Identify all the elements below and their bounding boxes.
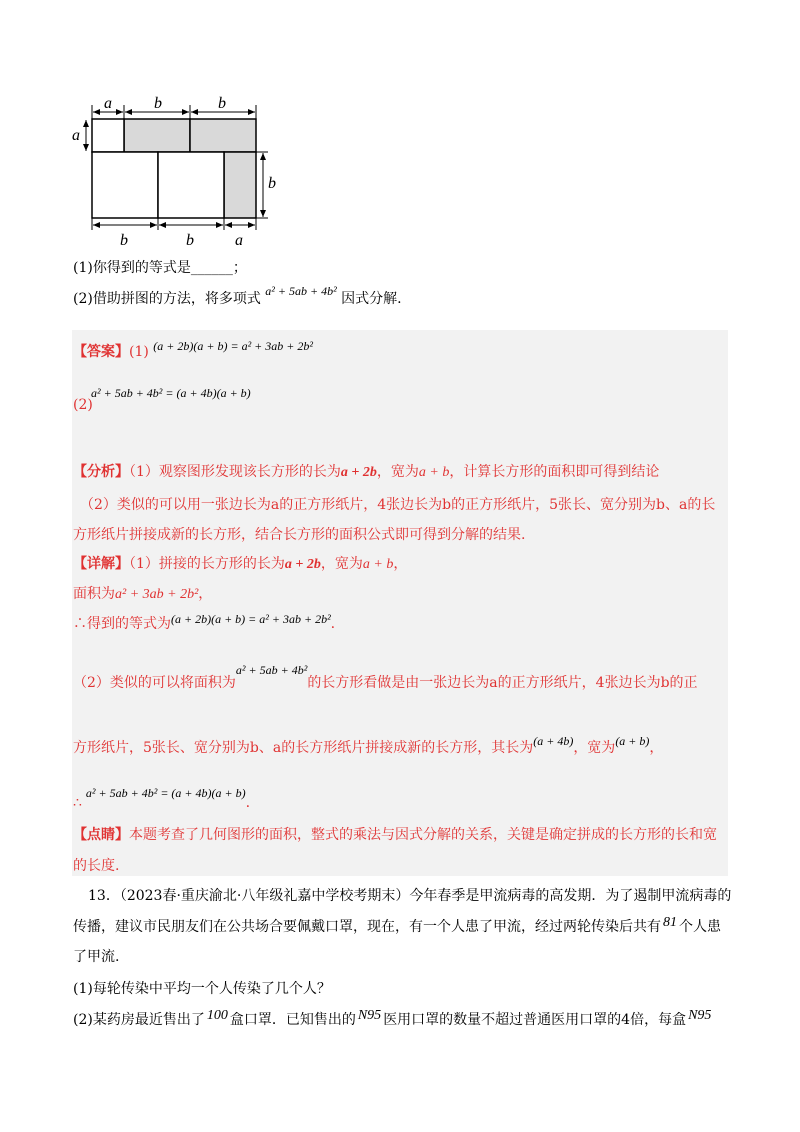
q13-line-5-a: (2)某药房最近售出了 [73,1012,205,1028]
comment-tag: 【点睛】 [73,827,129,843]
q13-line-2-b: 个人患 [679,919,721,935]
analysis-line-1-c: ，计算长方形的面积即可得到结论 [449,464,660,480]
detail-tag: 【详解】 [73,556,129,572]
q13-box-count: 100 [206,1008,228,1023]
right-label-b: b [268,175,276,192]
detail-line-5-b: ，宽为 [573,740,616,756]
question-part-2-prefix: (2)借助拼图的方法，将多项式 [73,291,261,307]
q13-n95-b: N95 [688,1008,712,1023]
detail-line-4 [73,663,698,692]
analysis-line-1-m1: a + 2b [340,465,377,480]
detail-line-2 [73,583,212,603]
q13-line-5 [73,1009,713,1029]
shaded-rect-top-2 [190,119,256,152]
detail-line-6 [73,785,251,811]
analysis-line-1-b: ，宽为 [376,464,419,480]
top-label-b1: b [154,95,162,112]
detail-line-4-b: 的长方形看做是由一张边长为a的正方形纸片，4张边长为b的正 [307,675,698,691]
top-label-a: a [104,95,112,112]
bottom-label-b1: b [120,232,128,249]
detail-line-6-m: a² + 5ab + 4b² = (a + 4b)(a + b) [85,786,246,800]
answer-line-1 [73,341,313,361]
square-a [92,119,124,152]
analysis-line-2: （2）类似的可以用一张边长为a的正方形纸片，4张边长为b的正方形纸片，5张长、宽分别为b、a的长 [80,497,716,513]
q13-n95-a: N95 [357,1008,382,1023]
question-part-2-suffix: 因式分解. [341,291,402,307]
detail-line-2-b: ， [198,586,213,602]
detail-line-1-a: （1）拼接的长方形的长为 [129,556,285,572]
q13-infected-count: 81 [663,915,677,930]
comment-line-2: 的长度. [73,858,120,874]
detail-line-3-b: . [330,616,336,632]
analysis-line-3: 方形纸片拼接成新的长方形，结合长方形的面积公式即可得到分解的结果. [73,527,526,543]
detail-line-4-a: （2）类似的可以将面积为 [73,675,236,691]
detail-line-2-a: 面积为 [73,586,115,602]
detail-line-2-m: a² + 3ab + 2b² [115,587,199,602]
comment-line-1-text: 本题考查了几何图形的面积，整式的乘法与因式分解的关系，关键是确定拼成的长方形的长和宽 [129,827,717,843]
detail-line-6-a: ∴ [73,795,82,811]
detail-line-1 [73,553,407,573]
question-part-2-expr: a² + 5ab + 4b² [265,284,337,298]
shaded-rect-top-1 [124,119,190,152]
answer-tag: 【答案】 [73,344,129,360]
detail-line-4-m: a² + 5ab + 4b² [235,663,308,677]
detail-line-1-c: ， [393,556,408,572]
analysis-line-1-a: （1）观察图形发现该长方形的长为 [129,464,341,480]
detail-line-5-m2: (a + b) [615,734,650,748]
question-part-1-text: (1)你得到的等式是______； [73,260,247,276]
q13-line-5-c: 医用口罩的数量不超过普通医用口罩的4倍，每盒 [383,1012,687,1028]
detail-line-5-c: ， [649,740,664,756]
square-b-1 [92,152,158,218]
top-label-b2: b [218,95,226,112]
detail-line-6-b: . [245,795,251,811]
q13-line-5-b: 盒口罩．已知售出的 [229,1012,356,1028]
detail-line-5 [73,734,664,757]
detail-line-3 [73,613,335,633]
detail-line-1-m2: a + b [362,557,394,572]
q13-line-4: (1)每轮传染中平均一个人传染了几个人？ [73,981,331,997]
q13-line-3: 了甲流. [73,949,120,965]
bottom-label-a: a [235,232,243,249]
q13-line-2-a: 传播，建议市民朋友们在公共场合要佩戴口罩，现在，有一个人患了甲流，经过两轮传染后共有 [73,919,661,935]
answer-1-expr: (a + 2b)(a + b) = a² + 3ab + 2b² [153,339,313,353]
answer-line-2 [73,385,251,401]
square-b-2 [158,152,224,218]
bottom-label-b2: b [186,232,194,249]
answer-2-expr: a² + 5ab + 4b² = (a + 4b)(a + b) [91,386,251,400]
left-label-a: a [72,127,80,144]
rectangle-tiling-figure [60,95,290,250]
q13-line-2 [73,916,721,936]
detail-line-5-a: 方形纸片，5张长、宽分别为b、a的长方形纸片拼接成新的长方形，其长为 [73,740,534,756]
detail-line-3-a: ∴得到的等式为 [73,616,171,632]
answer-1-number: (1) [129,344,149,360]
analysis-tag: 【分析】 [73,464,129,480]
detail-line-5-m1: (a + 4b) [533,734,574,748]
detail-line-1-b: ，宽为 [320,556,363,572]
detail-line-3-m: (a + 2b)(a + b) = a² + 3ab + 2b² [171,612,331,626]
shaded-rect-right [224,152,256,218]
answer-2-number: (2) [73,397,93,413]
detail-line-1-m1: a + 2b [284,557,321,572]
analysis-line-1 [73,461,659,481]
q13-line-1: 13．（2023春·重庆渝北·八年级礼嘉中学校考期末）今年春季是甲流病毒的高发期．为了遏制甲流病毒的 [88,888,732,904]
comment-line-1 [73,824,717,844]
question-part-1 [73,257,247,277]
question-part-2 [73,284,402,308]
analysis-line-1-m2: a + b [418,465,450,480]
